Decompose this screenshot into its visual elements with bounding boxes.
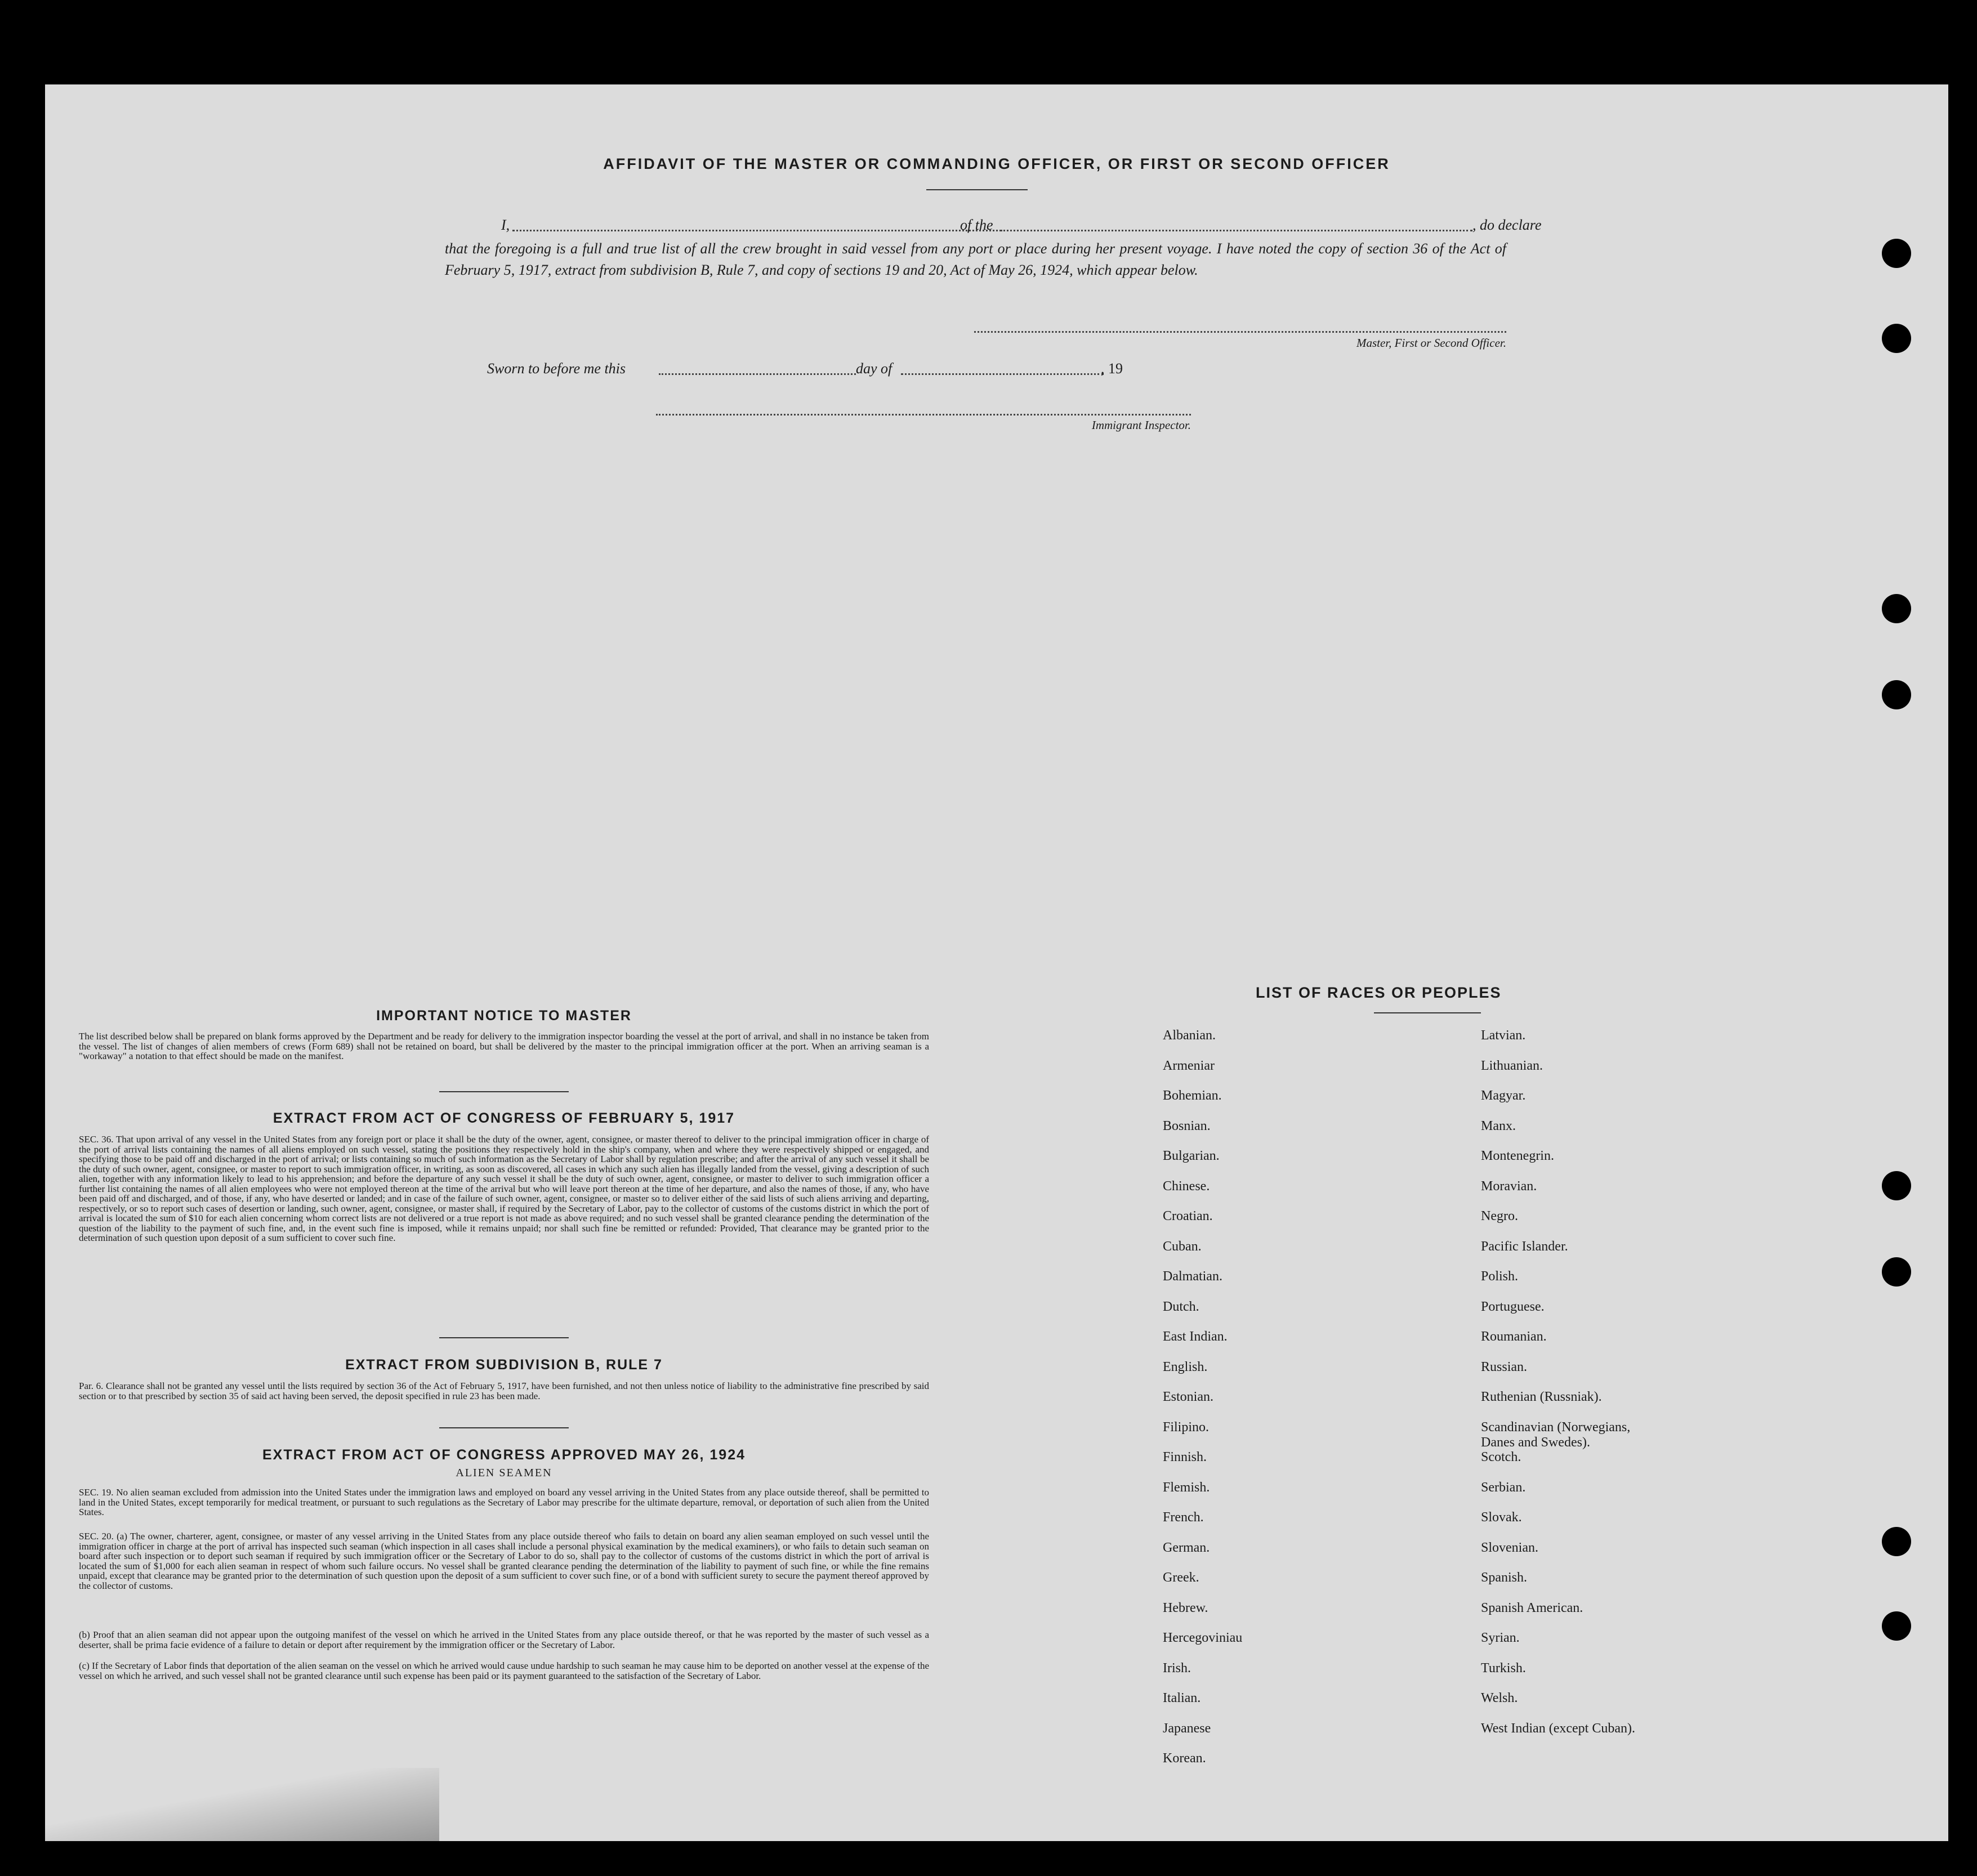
- sec19-text: SEC. 19. No alien seaman excluded from admission into the United States under the immigration laws and employed on board any vessel arriving in the United States from any place outside thereof, shall be permitted to land in the United States, except temporarily for medical treatment, or pursuant to such regulations as the Secretary of Labor may prescribe for the ultimate departure, removal, or deportation of such alien from the United States.: [79, 1487, 929, 1517]
- rule7-text: Par. 6. Clearance shall not be granted any vessel until the lists required by section 36 of the Act of February 5, 1917, have been furnished, and not then unless notice of liability to the administrative fine prescribed by said section or to that prescribed by section 35 of said act having been served, the deposit specified in rule 23 has been made.: [79, 1381, 929, 1401]
- race-item: English.: [1163, 1359, 1208, 1374]
- punch-hole: [1882, 1171, 1911, 1200]
- race-item: Spanish.: [1481, 1570, 1528, 1585]
- race-item: German.: [1163, 1540, 1210, 1555]
- race-item: Pacific Islander.: [1481, 1239, 1568, 1254]
- race-item: Slovak.: [1481, 1510, 1522, 1525]
- day-of-text: day of: [856, 360, 892, 377]
- sec20c-text: (c) If the Secretary of Labor finds that deportation of the alien seaman on the vessel on which he arrived would cause undue hardship to such seaman he may cause him to be deported on another vessel at the expense of the vessel on which he arrived, and such vessel shall not be granted clearance until such expense has been paid or its payment guaranteed to the satisfaction of the Secretary of Labor.: [79, 1660, 929, 1681]
- inspector-signature-line[interactable]: [656, 414, 1191, 416]
- race-item: Chinese.: [1163, 1178, 1210, 1194]
- race-item: Syrian.: [1481, 1631, 1520, 1645]
- race-item: Italian.: [1163, 1691, 1201, 1705]
- race-item: Scandinavian (Norwegians, Danes and Swedes).: [1481, 1419, 1631, 1450]
- master-label: Master, First or Second Officer.: [1356, 336, 1506, 350]
- race-item: French.: [1163, 1510, 1204, 1525]
- race-item: Bohemian.: [1163, 1088, 1222, 1103]
- extract-1917-divider: [439, 1337, 569, 1338]
- name-line[interactable]: [512, 230, 1002, 231]
- race-item: Serbian.: [1481, 1480, 1526, 1495]
- extract-1917-text: SEC. 36. That upon arrival of any vessel in the United States from any foreign port or place it shall be the duty of the owner, agent, consignee, or master thereof to deliver to the principal immigration officer in charge of the port of arrival lists containing the names of all aliens employed on such vessel, stating the positions they respectively hold in the ship's company, when and where they were respectively shipped or engaged, and specifying those to be paid off and discharged in the port of arrival; or lists containing so much of such information as the Secretary of Labor shall by regulation prescribe; and after the arrival of any such vessel it shall be the duty of such owner, agent, consignee, or master to report to such immigration officer, in writing, as soon as discovered, all cases in which any such alien has illegally landed from the vessel, giving a description of such alien, together with any information likely to lead to his apprehension; and before the departure of any such vessel it shall be the duty of such owner, agent, consignee, or master to deliver to such immigration officer a further list containing the names of all alien employees who were not employed thereon at the time of the arrival but who will leave port thereon at the time of her departure, and also the names of those, if any, who have been paid off and discharged, and of those, if any, who have deserted or landed; and in case of the failure of such owner, agent, consignee, or master so to deliver either of the said lists of such aliens arriving and departing, respectively, or so to report such cases of desertion or landing, such owner, agent, consignee, or master shall, if required by the Secretary of Labor, pay to the collector of customs of the customs district in which the port of arrival is located the sum of $10 for each alien concerning whom correct lists are not delivered or a true report is not made as above required; and no such vessel shall be granted clearance pending the determination of the question of the liability to the payment of such fine, and, in the event such fine is imposed, while it remains unpaid; nor shall such fine be remitted or refunded: Provided, That clearance may be granted prior to the determination of such question upon deposit of a sum sufficient to cover such fine.: [79, 1134, 929, 1243]
- race-item: Moravian.: [1481, 1178, 1537, 1194]
- notice-text: The list described below shall be prepared on blank forms approved by the Department and be ready for delivery to the immigration inspector boarding the vessel at the port of arrival, and shall in no instance be taken from the vessel. The list of changes of alien members of crews (Form 689) shall not be retained on board, but shall be delivered by the master to the principal immigration officer at the port. When an arriving seaman is a "workaway" a notation to that effect should be made on the manifest.: [79, 1031, 929, 1061]
- notice-divider: [439, 1091, 569, 1092]
- race-item: Dalmatian.: [1163, 1269, 1222, 1284]
- race-item: Estonian.: [1163, 1390, 1213, 1404]
- race-item: Hebrew.: [1163, 1600, 1208, 1615]
- race-item: Manx.: [1481, 1118, 1516, 1133]
- race-item: Russian.: [1481, 1359, 1528, 1374]
- race-item: Montenegrin.: [1481, 1149, 1554, 1163]
- race-item: Latvian.: [1481, 1028, 1526, 1043]
- race-item: Korean.: [1163, 1751, 1206, 1766]
- race-item: Scotch.: [1481, 1450, 1521, 1464]
- affidavit-body: that the foregoing is a full and true list of all the crew brought in said vessel from any port or place during her present voyage. I have noted the copy of section 36 of the Act of February 5, 1917, extract from subdivision B, Rule 7, and copy of sections 19 and 20, Act of May 26, 1924, which appear below.: [445, 240, 1506, 278]
- races-underline: [1374, 1012, 1481, 1013]
- sworn-month-line[interactable]: [901, 373, 1104, 375]
- race-item: Portuguese.: [1481, 1299, 1545, 1314]
- race-item: Filipino.: [1163, 1419, 1210, 1435]
- race-item: Hercegoviniau: [1163, 1631, 1243, 1645]
- inspector-label: Immigrant Inspector.: [1091, 418, 1191, 432]
- race-item: Irish.: [1163, 1660, 1191, 1676]
- race-item: Albanian.: [1163, 1028, 1216, 1043]
- race-item: Turkish.: [1481, 1660, 1526, 1676]
- race-item: Finnish.: [1163, 1450, 1207, 1464]
- race-item: Cuban.: [1163, 1239, 1202, 1254]
- affidavit-i: I,: [501, 217, 510, 233]
- race-item: Flemish.: [1163, 1480, 1210, 1495]
- notice-title: IMPORTANT NOTICE TO MASTER: [376, 1008, 632, 1024]
- race-item: Dutch.: [1163, 1299, 1199, 1314]
- race-item: Magyar.: [1481, 1088, 1526, 1103]
- punch-hole: [1882, 680, 1911, 709]
- extract-1924-title: EXTRACT FROM ACT OF CONGRESS APPROVED MAY 26, 1924: [262, 1447, 746, 1463]
- race-item: West Indian (except Cuban).: [1481, 1721, 1635, 1736]
- race-item: Armeniar: [1163, 1058, 1215, 1073]
- race-item: Greek.: [1163, 1570, 1199, 1585]
- punch-hole: [1882, 1611, 1911, 1641]
- race-item: Lithuanian.: [1481, 1058, 1543, 1073]
- affidavit-title: AFFIDAVIT OF THE MASTER OR COMMANDING OFFICER, OR FIRST OR SECOND OFFICER: [603, 155, 1390, 172]
- affidavit-of-the: of the: [960, 217, 993, 233]
- race-item: Croatian.: [1163, 1209, 1213, 1223]
- punch-hole: [1882, 239, 1911, 268]
- page-curl: [45, 1768, 439, 1841]
- race-item: Negro.: [1481, 1209, 1518, 1223]
- master-signature-line[interactable]: [974, 331, 1506, 333]
- rule7-title: EXTRACT FROM SUBDIVISION B, RULE 7: [345, 1357, 663, 1373]
- punch-hole: [1882, 1527, 1911, 1556]
- punch-hole: [1882, 324, 1911, 353]
- sworn-text: Sworn to before me this: [487, 360, 626, 377]
- race-item: Ruthenian (Russniak).: [1481, 1390, 1602, 1404]
- title-underline: [926, 189, 1028, 190]
- race-item: Bosnian.: [1163, 1118, 1211, 1133]
- affidavit-do-declare: , do declare: [1472, 217, 1542, 233]
- year-text: , 19: [1101, 360, 1123, 377]
- sec20a-text: SEC. 20. (a) The owner, charterer, agent, consignee, or master of any vessel arriving in the United States from any place outside thereof who fails to detain on board any alien seaman employed on such vessel until the immigration officer in charge at the port of arrival has inspected such seaman (which inspection in all cases shall include a personal physical examination by the medical examiners), or who fails to detain such seaman on board after such inspection or to deport such seaman if required by such immigration officer or the Secretary of Labor to do so, shall pay to the collector of customs of the customs district in which the port of arrival is located the sum of $1,000 for each alien seaman in respect of whom such failure occurs. No vessel shall be granted clearance pending the determination of the liability to payment of such fine, or while the fine remains unpaid, except that clearance may be granted prior to the determination of such question upon the deposit of a sum sufficient to cover such fine, or of a bond with sufficient surety to secure the payment thereof approved by the collector of customs.: [79, 1531, 929, 1591]
- race-item: Spanish American.: [1481, 1600, 1583, 1615]
- extract-1917-title: EXTRACT FROM ACT OF CONGRESS OF FEBRUARY 5, 1917: [273, 1110, 735, 1126]
- sec20b-text: (b) Proof that an alien seaman did not appear upon the outgoing manifest of the vessel on which he arrived in the United States from any place outside thereof, or that he was reported by the master of such vessel as a deserter, shall be prima facie evidence of a failure to detain or deport after requirement by the immigration officer or the Secretary of Labor.: [79, 1629, 929, 1650]
- race-item: Slovenian.: [1481, 1540, 1538, 1555]
- race-item: Bulgarian.: [1163, 1149, 1220, 1163]
- race-item: Welsh.: [1481, 1691, 1518, 1705]
- races-title: LIST OF RACES OR PEOPLES: [1256, 984, 1502, 1001]
- race-item: East Indian.: [1163, 1329, 1228, 1344]
- race-item: Polish.: [1481, 1269, 1519, 1284]
- sworn-day-line[interactable]: [659, 373, 856, 375]
- race-item: Japanese: [1163, 1721, 1211, 1736]
- rule7-divider: [439, 1427, 569, 1428]
- race-item: Roumanian.: [1481, 1329, 1547, 1344]
- punch-hole: [1882, 594, 1911, 623]
- form-sheet: [45, 84, 1948, 1841]
- alien-seamen-subtitle: ALIEN SEAMEN: [456, 1467, 552, 1479]
- punch-hole: [1882, 1257, 1911, 1287]
- vessel-line[interactable]: [999, 230, 1472, 231]
